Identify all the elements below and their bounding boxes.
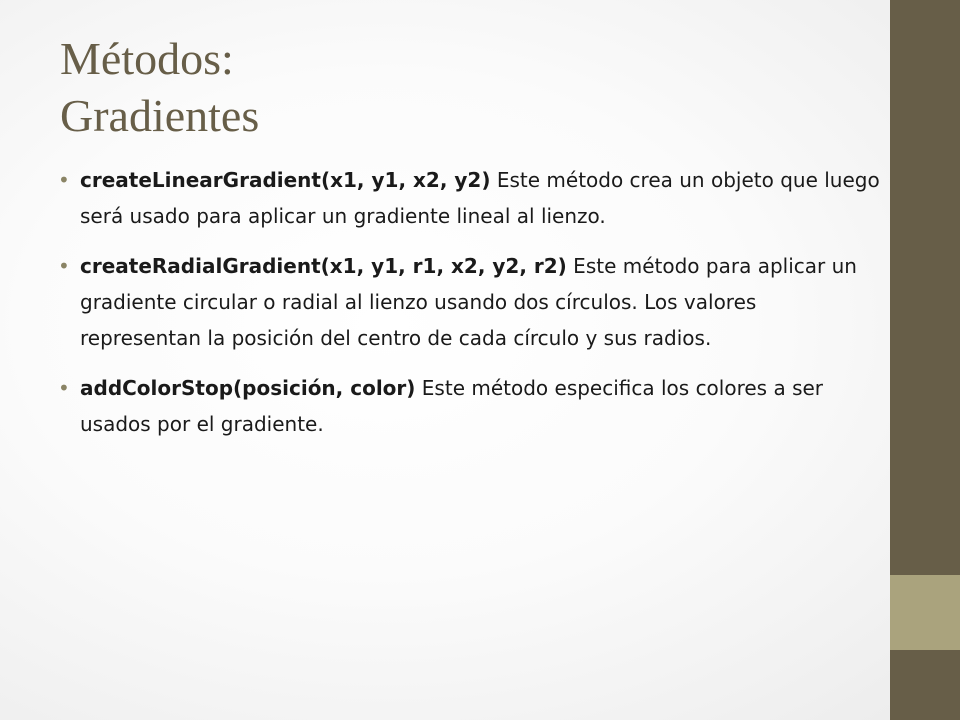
method-name: createRadialGradient(x1, y1, r1, x2, y2, r2) <box>80 254 567 278</box>
bullet-dot-icon: • <box>58 376 70 400</box>
slide-title <box>60 30 860 144</box>
method-description: Este método crea un objeto que luego será usado para aplicar un gradiente lineal al lienzo. <box>80 168 880 228</box>
sidebar-band-top <box>890 0 960 575</box>
bullet-item <box>58 370 880 442</box>
method-name: createLinearGradient(x1, y1, x2, y2) <box>80 168 491 192</box>
sidebar-band-accent <box>890 575 960 650</box>
bullet-dot-icon: • <box>58 168 70 192</box>
bullet-item <box>58 248 880 356</box>
slide-title-line-1: Métodos: <box>60 33 234 84</box>
sidebar-band-bottom <box>890 650 960 720</box>
method-name: addColorStop(posición, color) <box>80 376 416 400</box>
decorative-sidebar <box>890 0 960 720</box>
bullet-list <box>58 162 880 456</box>
method-description: Este método para aplicar un gradiente circular o radial al lienzo usando dos círculos. Los valores representan la posición del centro de cada círculo y sus radios. <box>80 254 857 350</box>
bullet-item <box>58 162 880 234</box>
bullet-dot-icon: • <box>58 254 70 278</box>
method-description: Este método especifica los colores a ser usados por el gradiente. <box>80 376 824 436</box>
slide-title-line-2: Gradientes <box>60 90 260 141</box>
